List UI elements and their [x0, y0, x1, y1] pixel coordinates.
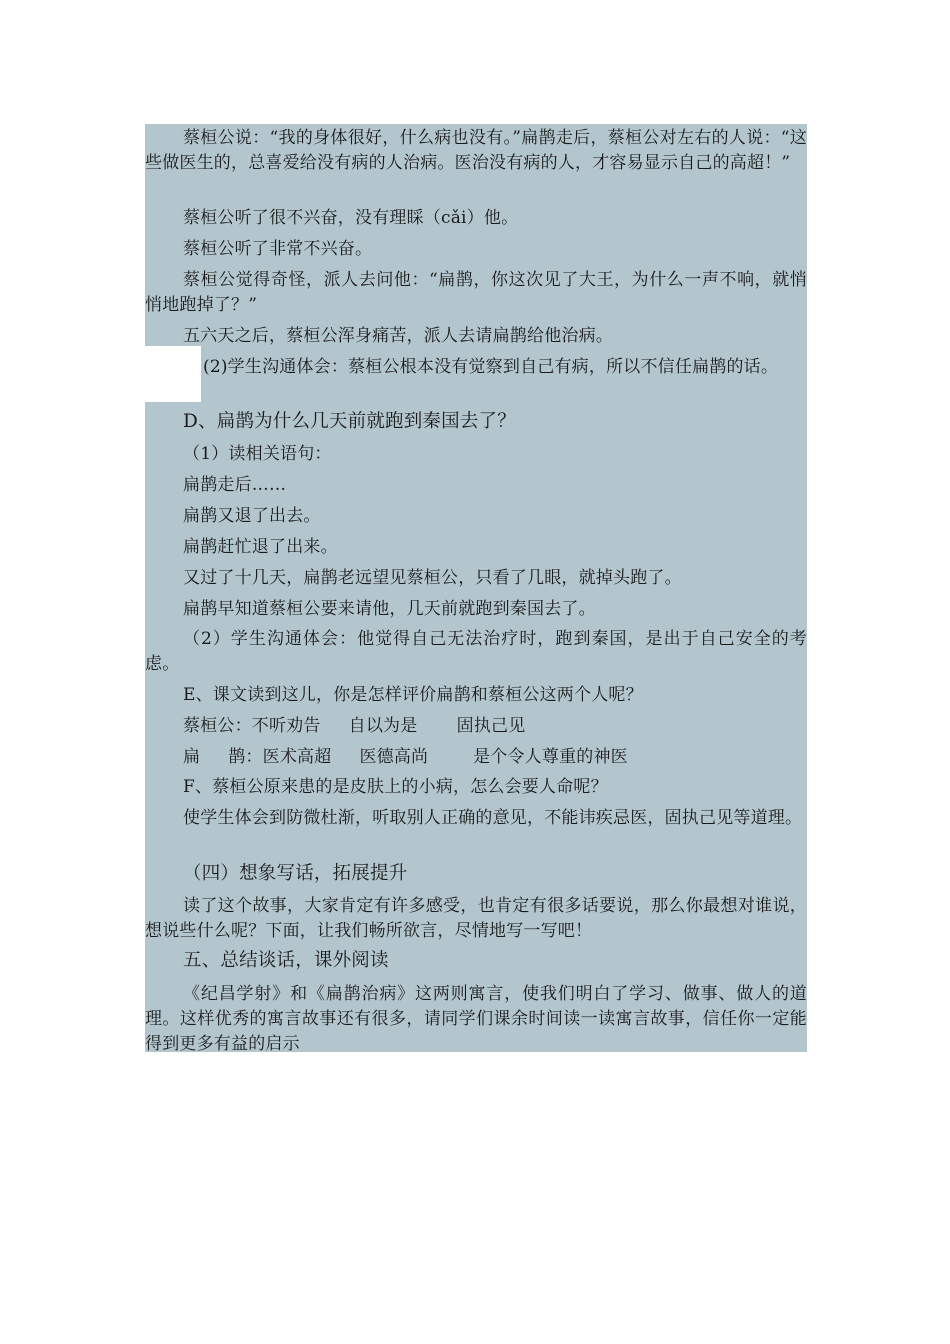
paragraph: 五六天之后，蔡桓公浑身痛苦，派人去请扁鹊给他治病。 [183, 326, 613, 346]
paragraph: 《纪昌学射》和《扁鹊治病》这两则寓言，使我们明白了学习、做事、做人的道理。这样优秀的寓言故事还有很多，请同学们课余时间读一读寓言故事，信任你一定能得到更多有益的启示 [145, 984, 807, 1054]
question-heading: D、扁鹊为什么几天前就跑到秦国去了？ [183, 411, 516, 432]
paragraph: 蔡桓公觉得奇怪，派人去问他：“扁鹊，你这次见了大王，为什么一声不响，就悄悄地跑掉了？” [145, 270, 807, 315]
section-heading: 五、总结谈话，课外阅读 [183, 950, 389, 971]
paragraph: 扁鹊又退了出去。 [183, 506, 321, 526]
paragraph: 扁鹊赶忙退了出来。 [183, 537, 338, 557]
evaluation-line: 蔡桓公：不听劝告 自以为是 固执己见 [183, 716, 526, 736]
paragraph: 扁鹊走后…… [183, 475, 287, 495]
paragraph: (2)学生沟通体会：蔡桓公根本没有觉察到自己有病，所以不信任扁鹊的话。 [203, 357, 779, 377]
paragraph: 读了这个故事，大家肯定有许多感受，也肯定有很多话要说，那么你最想对谁说，想说些什么呢？下面，让我们畅所欲言，尽情地写一写吧！ [145, 896, 807, 941]
section-heading: （四）想象写话，拓展提升 [183, 863, 408, 884]
paragraph: 又过了十几天，扁鹊老远望见蔡桓公，只看了几眼，就掉头跑了。 [183, 568, 682, 588]
paragraph: 蔡桓公说：“我的身体很好，什么病也没有。”扁鹊走后，蔡桓公对左右的人说：“这些做医生的，总喜爱给没有病的人治病。医治没有病的人，才容易显示自己的高超！” [145, 128, 807, 173]
paragraph: （1）读相关语句： [183, 444, 332, 464]
paragraph: 蔡桓公听了非常不兴奋。 [183, 239, 373, 259]
paragraph: 扁鹊早知道蔡桓公要来请他，几天前就跑到秦国去了。 [183, 599, 596, 619]
paragraph: 使学生体会到防微杜渐，听取别人正确的意见，不能讳疾忌医，固执己见等道理。 [183, 808, 803, 828]
evaluation-line: 扁 鹊：医术高超 医德高尚 是个令人尊重的神医 [183, 747, 628, 767]
question-heading: F、蔡桓公原来患的是皮肤上的小病，怎么会要人命呢？ [183, 777, 608, 797]
paragraph: （2）学生沟通体会：他觉得自己无法治疗时，跑到秦国，是出于自己安全的考虑。 [145, 629, 807, 674]
question-heading: E、课文读到这儿，你是怎样评价扁鹊和蔡桓公这两个人呢？ [183, 685, 643, 705]
paragraph: 蔡桓公听了很不兴奋，没有理睬（cǎi）他。 [183, 208, 519, 228]
